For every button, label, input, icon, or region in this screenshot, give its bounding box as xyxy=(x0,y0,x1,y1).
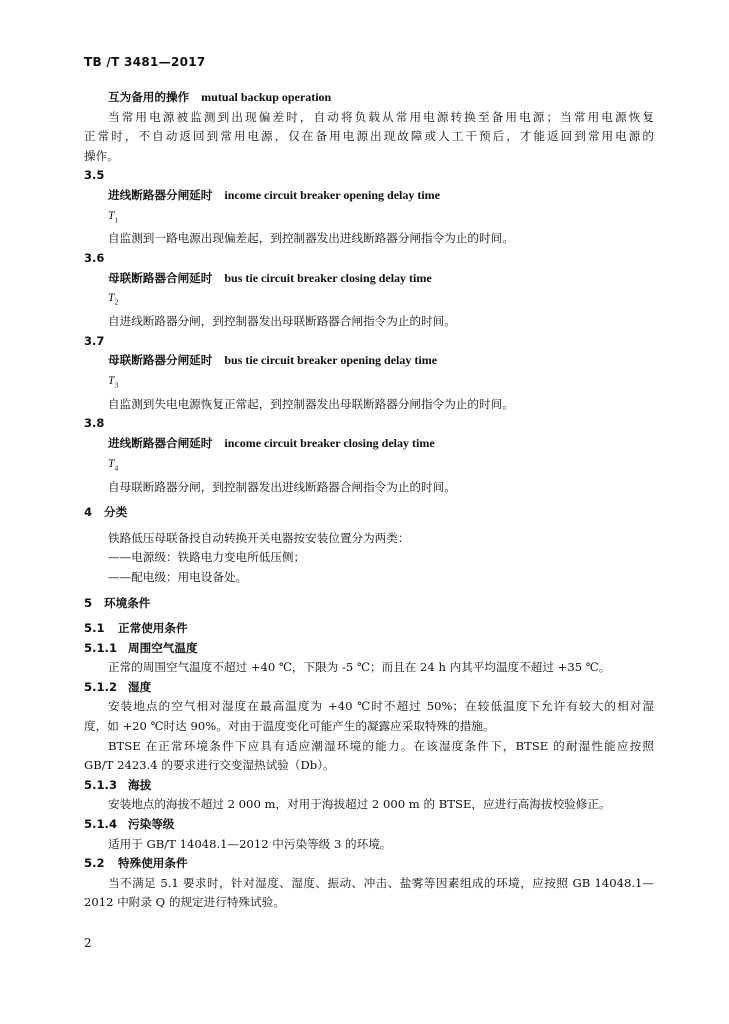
term-zh: 母联断路器分闸延时 xyxy=(108,353,213,368)
term-heading xyxy=(84,269,654,289)
term-en: bus tie circuit breaker closing delay time xyxy=(224,270,432,285)
term-zh: 互为备用的操作 xyxy=(108,90,190,104)
term-heading xyxy=(84,186,654,206)
paragraph: 适用于 GB/T 14048.1—2012 中污染等级 3 的环境。 xyxy=(108,836,392,851)
term-zh: 进线断路器分闸延时 xyxy=(108,187,213,202)
paragraph: 铁路低压母联备投自动转换开关电器按安装位置分为两类： xyxy=(108,530,410,545)
document-body xyxy=(84,88,654,913)
term-heading xyxy=(84,88,654,108)
paragraph-line: BTSE 在正常环境条件下应具有适应潮湿环境的能力。在该湿度条件下，BTSE 的耐湿性能应按照 xyxy=(108,738,654,753)
term-en: income circuit breaker closing delay time xyxy=(224,436,435,451)
subsection-heading: 5.1.1 周围空气温度 xyxy=(84,640,198,655)
subsection-heading: 5.1.3 海拔 xyxy=(84,777,152,792)
term-en: income circuit breaker opening delay time xyxy=(224,187,441,202)
paragraph: 安装地点的海拔不超过 2 000 m，对用于海拔超过 2 000 m 的 BTSE，应进行高海拔校验修正。 xyxy=(108,797,611,812)
section-heading: 5 环境条件 xyxy=(84,595,151,610)
term-zh: 进线断路器合闸延时 xyxy=(108,436,213,451)
list-item: ——电源级：铁路电力变电所低压侧； xyxy=(108,550,306,565)
term-symbol: $T_2$ xyxy=(108,291,119,307)
term-symbol: $T_4$ xyxy=(108,456,119,472)
definition-line: 操作。 xyxy=(84,148,119,163)
definition-line: 自母联断路器分闸，到控制器发出进线断路器合闸指令为止的时间。 xyxy=(108,479,456,494)
term-en: mutual backup operation xyxy=(201,90,332,104)
subsection-heading: 5.1.4 污染等级 xyxy=(84,817,175,832)
term-heading xyxy=(84,434,654,454)
term-symbol: $T_1$ xyxy=(108,208,119,224)
list-item: ——配电级：用电设备处。 xyxy=(108,569,248,584)
term-symbol: $T_3$ xyxy=(108,373,119,390)
clause-number: 3.5 xyxy=(84,168,105,183)
term-en: bus tie circuit breaker opening delay time xyxy=(224,353,438,368)
paragraph-line: GB/T 2423.4 的要求进行交变湿热试验（Db）。 xyxy=(84,758,335,773)
term-heading xyxy=(84,351,654,371)
definition-line: 自监测到一路电源出现偏差起，到控制器发出进线断路器分闸指令为止的时间。 xyxy=(108,231,514,246)
subsection-heading: 5.2 特殊使用条件 xyxy=(84,856,188,871)
term-zh: 母联断路器合闸延时 xyxy=(108,270,213,285)
section-heading: 4 分类 xyxy=(84,505,128,520)
definition-line: 当常用电源被监测到出现偏差时，自动将负载从常用电源转换至备用电源；当常用电源恢复 xyxy=(108,109,654,124)
paragraph-line: 安装地点的空气相对湿度在最高温度为 +40 ℃时不超过 50%；在较低温度下允许有较大的相对湿 xyxy=(108,699,654,714)
page-number: 2 xyxy=(84,936,92,950)
definition-line: 自监测到失电电源恢复正常起，到控制器发出母联断路器分闸指令为止的时间。 xyxy=(108,396,514,411)
clause-number: 3.8 xyxy=(84,416,105,431)
clause-number: 3.7 xyxy=(84,333,105,348)
paragraph-line: 当不满足 5.1 要求时，针对湿度、湿度、振动、冲击、盐雾等因素组成的环境，应按照 GB 14048.1— xyxy=(108,875,654,890)
definition-line: 正常时，不自动返回到常用电源，仅在备用电源出现故障或人工干预后，才能返回到常用电源的 xyxy=(84,129,654,144)
paragraph: 正常的周围空气温度不超过 +40 ℃，下限为 -5 ℃；而且在 24 h 内其平均温度不超过 +35 ℃。 xyxy=(108,660,611,675)
paragraph-line: 2012 中附录 Q 的规定进行特殊试验。 xyxy=(84,895,285,910)
paragraph-line: 度，如 +20 ℃时达 90%。对由于温度变化可能产生的凝露应采取特殊的措施。 xyxy=(84,719,495,734)
subsection-heading: 5.1.2 湿度 xyxy=(84,679,152,694)
subsection-heading: 5.1 正常使用条件 xyxy=(84,621,188,636)
clause-number: 3.6 xyxy=(84,251,105,266)
running-header: TB /T 3481—2017 xyxy=(84,55,206,69)
definition-line: 自进线断路器分闸，到控制器发出母联断路器合闸指令为止的时间。 xyxy=(108,314,456,329)
